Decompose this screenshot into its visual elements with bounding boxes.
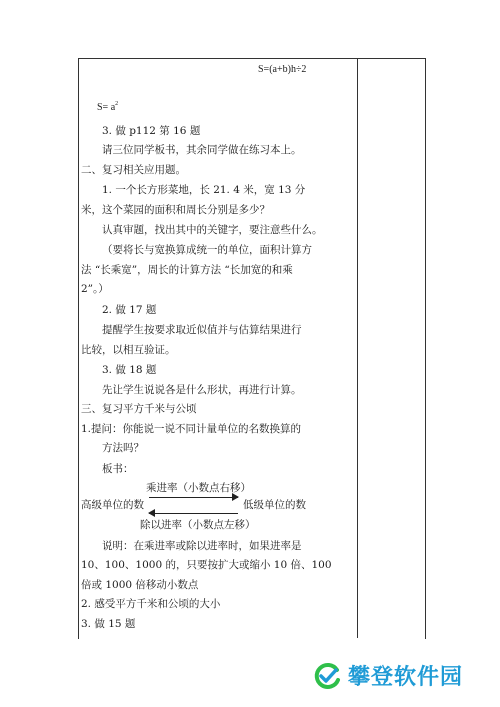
- arrow-left-icon: [148, 509, 155, 517]
- question-line-1: 1.提问：你能说一说不同计量单位的名数换算的: [81, 423, 302, 435]
- section-3-heading: 三、复习平方千米与公顷: [81, 403, 197, 415]
- right-arrow-line: [149, 497, 238, 498]
- note-line-3: 2”。）: [81, 283, 109, 295]
- problem-18: 3. 做 18 题: [102, 364, 157, 376]
- shape-line: 先让学生说说各是什么形状，再进行计算。: [102, 384, 302, 396]
- watermark-logo-icon: [312, 661, 342, 691]
- line-3: 3. 做 p112 第 16 题: [102, 125, 201, 137]
- arrow-top-label: 乘进率（小数点右移）: [146, 482, 251, 494]
- low-unit-label: 低级单位的数: [243, 499, 306, 511]
- reminder-line-2: 比较，以相互验证。: [81, 344, 176, 356]
- arrow-bottom-label: 除以进率（小数点左移）: [140, 519, 256, 531]
- formula-square-exponent: 2: [115, 101, 119, 107]
- line-board: 请三位同学板书，其余同学做在练习本上。: [102, 144, 302, 156]
- arrow-right-icon: [232, 493, 239, 501]
- board-label: 板书：: [102, 463, 134, 475]
- formula-square-base: S= a: [97, 102, 116, 113]
- formula-trapezoid: S=(a+b)h÷2: [258, 64, 307, 75]
- high-unit-label: 高级单位的数: [81, 499, 144, 511]
- section-2-heading: 二、复习相关应用题。: [81, 164, 186, 176]
- formula-square: [97, 101, 118, 116]
- feel-units-line: 2. 感受平方千米和公顷的大小: [81, 598, 221, 610]
- table-column-divider: [357, 58, 358, 638]
- note-line-2: 法 “长乘宽”，周长的计算方法 “长加宽的和乘: [81, 264, 293, 276]
- explanation-line-1: 说明：在乘进率或除以进率时，如果进率是: [102, 540, 302, 552]
- note-line-1: （要将长与宽换算成统一的单位，面积计算方: [102, 244, 312, 256]
- problem-1-line-2: 米，这个菜园的面积和周长分别是多少？: [81, 204, 270, 216]
- watermark-text: 攀登软件园: [348, 665, 464, 690]
- problem-17: 2. 做 17 题: [102, 304, 157, 316]
- left-arrow-line: [149, 513, 238, 514]
- instruction-line: 认真审题，找出其中的关键字，要注意些什么。: [102, 224, 323, 236]
- problem-1-line-1: 1. 一个长方形菜地，长 21. 4 米，宽 13 分: [102, 184, 306, 196]
- reminder-line-1: 提醒学生按要求取近似值并与估算结果进行: [102, 324, 302, 336]
- watermark: [312, 660, 463, 691]
- question-line-2: 方法吗？: [102, 442, 144, 454]
- problem-15: 3. 做 15 题: [81, 618, 136, 630]
- explanation-line-3: 倍或 1000 倍移动小数点: [81, 579, 199, 591]
- explanation-line-2: 10、100、1000 的，只要按扩大或缩小 10 倍、100: [81, 559, 332, 571]
